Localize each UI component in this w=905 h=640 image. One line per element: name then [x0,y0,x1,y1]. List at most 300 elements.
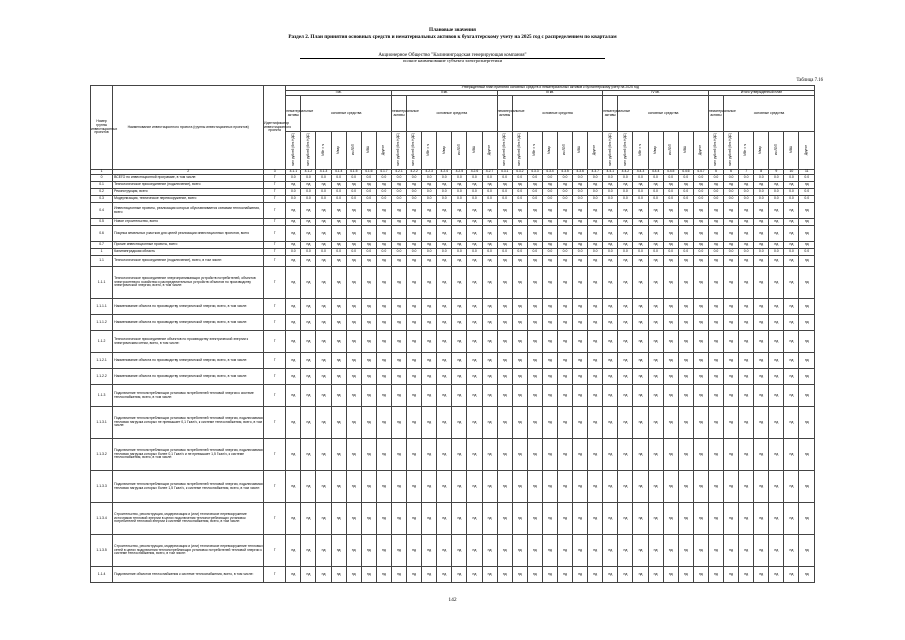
row-value: нд [784,182,799,189]
row-value: нд [452,242,467,249]
row-value: нд [361,182,376,189]
row-value: 0.0 [467,189,482,196]
row-value: нд [376,385,391,407]
row-value: нд [618,182,633,189]
row-value: нд [346,182,361,189]
row-value: нд [512,369,527,385]
row-value: нд [769,503,784,535]
row-value: нд [603,503,618,535]
row-value: нд [708,369,723,385]
unit-label: Другое [381,144,386,155]
row-value: нд [784,385,799,407]
row-value: нд [452,226,467,242]
row-value: нд [437,226,452,242]
row-value: нд [407,203,422,219]
row-value: нд [391,439,406,471]
row-value: 0.0 [573,196,588,203]
row-value: нд [286,567,301,583]
row-id: Г [264,203,286,219]
row-value: нд [633,219,648,226]
unit-header [437,132,452,170]
row-value: нд [648,369,663,385]
row-value: нд [331,471,346,503]
row-name: Технологическое присоединение (подключение), всего [113,182,264,189]
row-value: нд [754,471,769,503]
row-value: 0.0 [708,189,723,196]
col-number: 4.1.3 [316,170,331,175]
row-value: нд [452,182,467,189]
row-value: нд [588,353,603,369]
row-value: нд [663,182,678,189]
row-value: нд [407,407,422,439]
row-value: нд [799,567,815,583]
row-value: нд [633,315,648,331]
row-value: 0.0 [286,249,301,256]
row-value: нд [573,315,588,331]
row-value: нд [286,439,301,471]
row-value: нд [422,226,437,242]
row-value: нд [588,407,603,439]
row-value: нд [784,226,799,242]
row-value: 0.0 [648,196,663,203]
row-value: нд [708,331,723,353]
unit-label: Другое [486,144,491,155]
unit-header [724,132,739,170]
row-value: нд [557,267,572,299]
unit-header [286,132,301,170]
row-value: 0.0 [527,196,542,203]
row-value: нд [301,353,316,369]
row-name: Реконструкция, всего [113,189,264,196]
row-value: нд [693,535,708,567]
row-value: нд [286,315,301,331]
col-number: 8 [754,170,769,175]
row-id: Г [264,439,286,471]
row-value: нд [497,369,512,385]
row-value: нд [648,439,663,471]
row-value: нд [376,369,391,385]
row-value: 0.0 [437,249,452,256]
row-value: нд [769,226,784,242]
row-value: нд [557,299,572,315]
row-value: нд [527,439,542,471]
row-number: 0.3 [91,196,113,203]
row-value: нд [316,203,331,219]
row-value: нд [588,299,603,315]
row-value: нд [331,219,346,226]
col-number: 4.4.6 [678,170,693,175]
row-value: нд [588,219,603,226]
row-value: нд [739,353,754,369]
row-value: нд [739,407,754,439]
row-value: нд [769,267,784,299]
col-number: 4.2.2 [407,170,422,175]
row-value: нд [784,535,799,567]
unit-header [557,132,572,170]
row-value: нд [648,503,663,535]
row-value: 0.0 [497,175,512,182]
col-number: 4.4.1 [603,170,618,175]
row-value: 0.0 [754,175,769,182]
row-value: нд [754,385,769,407]
unit-header [407,132,422,170]
table-row [91,471,815,503]
row-value: нд [708,267,723,299]
unit-header [799,132,815,170]
row-value: нд [512,385,527,407]
row-value: нд [769,567,784,583]
row-value: нд [542,315,557,331]
row-value: нд [573,226,588,242]
row-value: нд [422,203,437,219]
row-value: нд [739,567,754,583]
row-value: нд [588,331,603,353]
row-value: нд [648,331,663,353]
row-value: 0.0 [633,249,648,256]
row-value: нд [467,203,482,219]
row-value: нд [331,439,346,471]
row-value: 0.0 [437,196,452,203]
row-value: 0.0 [784,249,799,256]
row-value: нд [331,331,346,353]
row-value: нд [708,535,723,567]
row-value: нд [799,219,815,226]
row-value: нд [316,385,331,407]
row-value: нд [557,471,572,503]
row-value: нд [512,353,527,369]
row-value: 0.0 [361,249,376,256]
row-value: нд [391,256,406,267]
row-id: Г [264,256,286,267]
row-id: Г [264,407,286,439]
row-value: нд [437,535,452,567]
row-value: нд [527,385,542,407]
row-value: нд [799,369,815,385]
row-value: нд [437,219,452,226]
row-value: нд [603,299,618,315]
row-value: нд [301,503,316,535]
row-value: 0.0 [437,175,452,182]
col-number: 4.1.1 [286,170,301,175]
row-value: 0.0 [663,175,678,182]
row-id: Г [264,471,286,503]
row-value: нд [769,242,784,249]
row-value: нд [739,203,754,219]
row-value: нд [784,256,799,267]
table-row [91,242,815,249]
row-value: нд [557,203,572,219]
row-value: нд [724,369,739,385]
row-value: нд [678,503,693,535]
row-value: 0.0 [497,196,512,203]
row-value: нд [618,242,633,249]
row-value: нд [452,503,467,535]
row-value: 0.0 [497,189,512,196]
row-value: нд [799,535,815,567]
row-value: нд [693,503,708,535]
row-value: нд [407,256,422,267]
row-value: нд [724,353,739,369]
row-value: нд [407,299,422,315]
row-value: нд [573,182,588,189]
unit-label: МВА [683,146,688,154]
row-value: нд [286,226,301,242]
row-value: нд [467,407,482,439]
row-value: 0.0 [331,196,346,203]
row-value: нд [678,331,693,353]
unit-label: Мвар [652,145,657,154]
row-value: 0.0 [678,175,693,182]
row-value: нд [437,182,452,189]
unit-header [346,132,361,170]
row-value: нд [361,203,376,219]
row-value: нд [739,439,754,471]
row-value: нд [633,385,648,407]
col-header-name: Наименование инвестиционного проекта (группы инвестиционных проектов) [113,86,264,170]
unit-header [331,132,346,170]
row-value: нд [769,331,784,353]
row-value: нд [376,471,391,503]
row-value: нд [754,369,769,385]
row-value: нд [467,503,482,535]
row-value: нд [542,256,557,267]
row-value: нд [316,256,331,267]
row-value: 0.0 [678,189,693,196]
row-value: нд [467,267,482,299]
row-value: нд [754,242,769,249]
row-value: нд [724,567,739,583]
row-name: Подключение теплопотребляющих установок потребителей тепловой энергии, подключаемая тепловая нагрузка которых более 0,1 Гкал/ч и не превышает 1,5 Гкал/ч, к системе теплоснабжения, всего, в том числе: [113,439,264,471]
row-value: 0.0 [512,189,527,196]
row-number: 1.1.1.2 [91,315,113,331]
row-value: нд [497,385,512,407]
unit-header [527,132,542,170]
row-name: Подключение теплопотребляющих установок потребителей тепловой энергии, подключаемая тепловая нагрузка которых не превышает 0,1 Гкал/ч, к системе теплоснабжения, всего, в том числе: [113,407,264,439]
row-value: нд [799,353,815,369]
unit-label: млн рублей (без НДС) [290,133,295,167]
row-value: нд [286,407,301,439]
row-value: 0.0 [663,249,678,256]
row-value: нд [799,503,815,535]
row-value: нд [482,471,497,503]
row-value: нд [603,182,618,189]
row-value: нд [361,299,376,315]
row-value: нд [286,353,301,369]
unit-header [301,132,316,170]
row-value: нд [346,331,361,353]
row-value: нд [799,299,815,315]
row-value: 0.0 [693,249,708,256]
row-value: нд [361,567,376,583]
row-value: нд [482,439,497,471]
row-value: 0.0 [769,175,784,182]
row-value: нд [467,182,482,189]
row-value: нд [497,503,512,535]
row-value: нд [633,299,648,315]
unit-header [497,132,512,170]
row-value: нд [618,567,633,583]
row-value: нд [603,267,618,299]
row-value: нд [376,503,391,535]
row-value: нд [452,407,467,439]
row-value: нд [376,407,391,439]
col-number: 4.3.7 [588,170,603,175]
table-row [91,175,815,182]
row-value: нд [693,242,708,249]
row-value: нд [482,315,497,331]
row-value: нд [693,385,708,407]
row-value: 0.0 [542,249,557,256]
row-value: 0.0 [588,249,603,256]
row-value: 0.0 [316,189,331,196]
row-value: нд [633,182,648,189]
row-value: нд [331,226,346,242]
row-value: нд [588,471,603,503]
row-value: нд [769,439,784,471]
unit-label: МВА [788,146,793,154]
row-value: нд [618,503,633,535]
row-number: 1.1.3.5 [91,535,113,567]
row-value: 0.0 [316,175,331,182]
row-value: нд [422,242,437,249]
unit-header [316,132,331,170]
unit-label: км ЛЭП [773,144,778,156]
row-value: нд [542,407,557,439]
row-value: нд [316,315,331,331]
row-value: нд [452,567,467,583]
row-value: нд [588,503,603,535]
unit-label: км ЛЭП [667,144,672,156]
row-value: нд [376,267,391,299]
row-value: нд [708,567,723,583]
row-value: нд [633,471,648,503]
unit-label: млн рублей (без НДС) [411,133,416,167]
row-value: нд [301,407,316,439]
row-value: 0.0 [301,196,316,203]
row-id: Г [264,331,286,353]
row-value: нд [301,219,316,226]
row-value: нд [784,369,799,385]
row-value: нд [633,226,648,242]
row-value: 0.0 [799,175,815,182]
row-value: нд [573,299,588,315]
row-value: 0.0 [769,189,784,196]
row-value: 0.0 [407,175,422,182]
row-value: нд [376,315,391,331]
row-value: нд [739,369,754,385]
row-value: нд [799,226,815,242]
intangible-header: нематериальные активы [603,96,618,132]
row-value: нд [754,219,769,226]
col-number: 4.4.3 [633,170,648,175]
col-number: 4.3.3 [527,170,542,175]
row-value: нд [648,256,663,267]
row-value: нд [633,369,648,385]
unit-header [769,132,784,170]
row-value: нд [437,256,452,267]
unit-label: млн рублей (без НДС) [516,133,521,167]
row-value: нд [482,299,497,315]
row-value: нд [391,369,406,385]
row-value: нд [588,567,603,583]
row-value: нд [361,256,376,267]
row-name: Инвестиционные проекты, реализация которых обуславливается схемами теплоснабжения, всего [113,203,264,219]
row-value: нд [301,535,316,567]
unit-label: км ЛЭП [350,144,355,156]
row-value: нд [482,385,497,407]
row-value: 0.0 [346,196,361,203]
row-name: Подключение объектов теплоснабжения к системе теплоснабжения, всего, в том числе: [113,567,264,583]
row-value: нд [437,353,452,369]
row-value: нд [799,439,815,471]
row-number: 1.1.3.2 [91,439,113,471]
row-value: нд [527,353,542,369]
row-value: нд [739,503,754,535]
row-value: нд [588,256,603,267]
row-value: нд [754,503,769,535]
row-value: 0.0 [512,196,527,203]
row-value: нд [603,567,618,583]
row-value: нд [512,315,527,331]
row-value: нд [467,256,482,267]
row-value: 0.0 [361,175,376,182]
row-value: 0.0 [678,196,693,203]
table-row [91,182,815,189]
row-id: Г [264,535,286,567]
row-number: 0.7 [91,242,113,249]
col-number: 4.4.5 [663,170,678,175]
row-value: 0.0 [724,249,739,256]
row-value: нд [437,407,452,439]
row-value: нд [286,203,301,219]
unit-label: млн рублей (без НДС) [728,133,733,167]
row-value: нд [618,203,633,219]
row-value: нд [422,299,437,315]
row-value: 0.0 [422,175,437,182]
row-value: нд [542,353,557,369]
row-value: нд [346,267,361,299]
row-name: ВСЕГО по инвестиционной программе, в том числе: [113,175,264,182]
row-value: нд [467,242,482,249]
unit-header [663,132,678,170]
row-value: 0.0 [346,249,361,256]
row-number: 1.1.3.1 [91,407,113,439]
row-value: 0.0 [693,196,708,203]
row-value: нд [482,353,497,369]
row-id: Г [264,189,286,196]
row-value: нд [361,226,376,242]
table-row [91,249,815,256]
row-value: нд [376,182,391,189]
row-value: нд [407,471,422,503]
row-value: нд [512,256,527,267]
row-value: нд [784,353,799,369]
col-number: 4.2.6 [467,170,482,175]
row-value: нд [316,226,331,242]
row-value: нд [769,369,784,385]
row-value: 0.0 [769,196,784,203]
row-value: нд [739,331,754,353]
row-value: нд [527,256,542,267]
row-value: нд [724,471,739,503]
row-value: нд [588,385,603,407]
page-number: 142 [448,597,457,603]
row-value: нд [693,407,708,439]
row-value: нд [603,203,618,219]
row-value: нд [497,331,512,353]
row-value: нд [648,385,663,407]
row-value: нд [361,385,376,407]
